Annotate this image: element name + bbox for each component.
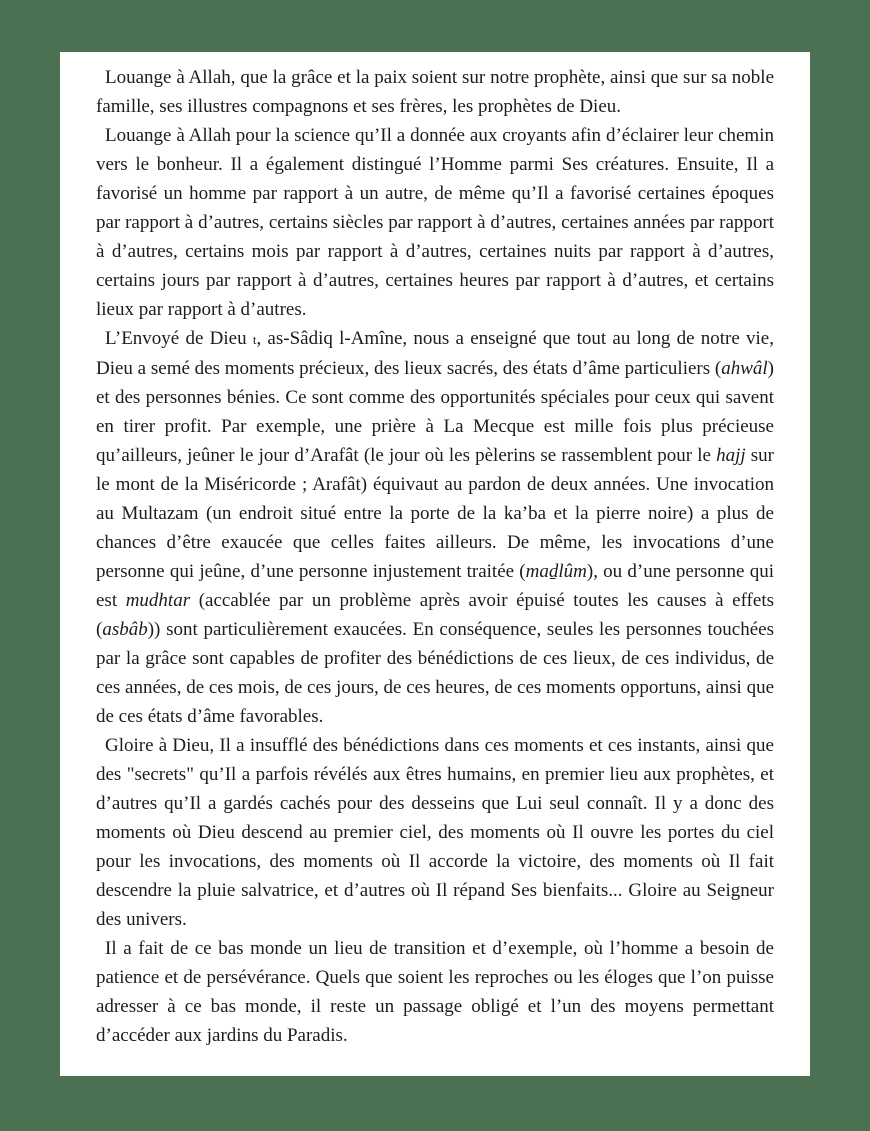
paragraph (96, 121, 774, 324)
honorific-symbol: t (252, 332, 257, 347)
italic-term: hajj (716, 445, 746, 466)
document-page (60, 52, 810, 1076)
text-run: , as-Sâdiq l-Amîne, nous a enseigné que tout au long de notre vie, Dieu a semé des moments précieux, des lieux sacrés, des états d’âme particuliers ( (96, 328, 774, 379)
page-text (96, 63, 774, 1050)
paragraph (96, 731, 774, 934)
paragraph (96, 934, 774, 1050)
text-run: (accablée par un problème après avoir épuisé toutes les causes à effets ( (96, 590, 774, 640)
text-run: Louange à Allah, que la grâce et la paix soient sur notre prophète, ainsi que sur sa noble famille, ses illustres compagnons et ses frères, les prophètes de Dieu. (96, 67, 774, 117)
text-run: Gloire à Dieu, Il a insufflé des bénédictions dans ces moments et ces instants, ainsi que des "secrets" qu’Il a parfois révélés aux êtres humains, en premier lieu aux prophètes, et d’autres qu’Il a gardés cachés pour des desseins que Lui seul connaît. Il y a donc des moments où Dieu descend au premier ciel, des moments où Il ouvre les portes du ciel pour les invocations, des moments où Il accorde la victoire, des moments où Il fait descendre la pluie salvatrice, et d’autres où Il répand Ses bienfaits... Gloire au Seigneur des univers. (96, 735, 774, 930)
italic-term: asbâb (102, 619, 148, 640)
text-run: sur le mont de la Miséricorde ; Arafât) équivaut au pardon de deux années. Une invocation au Multazam (un endroit situé entre la porte de la ka’ba et la pierre noire) a plus de chances d’être exaucée que celles faites ailleurs. De même, les invocations d’une personne qui jeûne, d’une personne injustement traitée ( (96, 445, 774, 582)
text-run: Louange à Allah pour la science qu’Il a donnée aux croyants afin d’éclairer leur chemin vers le bonheur. Il a également distingué l’Homme parmi Ses créatures. Ensuite, Il a favorisé un homme par rapport à un autre, de même qu’Il a favorisé certaines époques par rapport à d’autres, certains siècles par rapport à d’autres, certaines années par rapport à d’autres, certains mois par rapport à d’autres, certaines nuits par rapport à d’autres, certains jours par rapport à d’autres, certaines heures par rapport à d’autres, et certains lieux par rapport à d’autres. (96, 125, 774, 320)
text-run: L’Envoyé de Dieu (105, 328, 253, 349)
text-run: ), ou d’une personne qui est (96, 561, 774, 611)
italic-term: maḏlûm (525, 561, 587, 582)
text-run: ) et des personnes bénies. Ce sont comme des opportunités spéciales pour ceux qui savent en tirer profit. Par exemple, une prière à La Mecque est mille fois plus précieuse qu’ailleurs, jeûner le jour d’Arafât (le jour où les pèlerins se rassemblent pour le (96, 358, 774, 466)
paragraph (96, 63, 774, 121)
italic-term: ahwâl (721, 358, 768, 379)
text-run: )) sont particulièrement exaucées. En conséquence, seules les personnes touchées par la grâce sont capables de profiter des bénédictions de ces lieux, de ces individus, de ces années, de ces mois, de ces jours, de ces heures, de ces moments opportuns, ainsi que de ces états d’âme favorables. (96, 619, 774, 727)
text-run: Il a fait de ce bas monde un lieu de transition et d’exemple, où l’homme a besoin de patience et de persévérance. Quels que soient les reproches ou les éloges que l’on puisse adresser à ce bas monde, il reste un passage obligé et l’un des moyens permettant d’accéder aux jardins du Paradis. (96, 938, 774, 1046)
paragraph (96, 324, 774, 731)
italic-term: mudhtar (125, 590, 191, 611)
